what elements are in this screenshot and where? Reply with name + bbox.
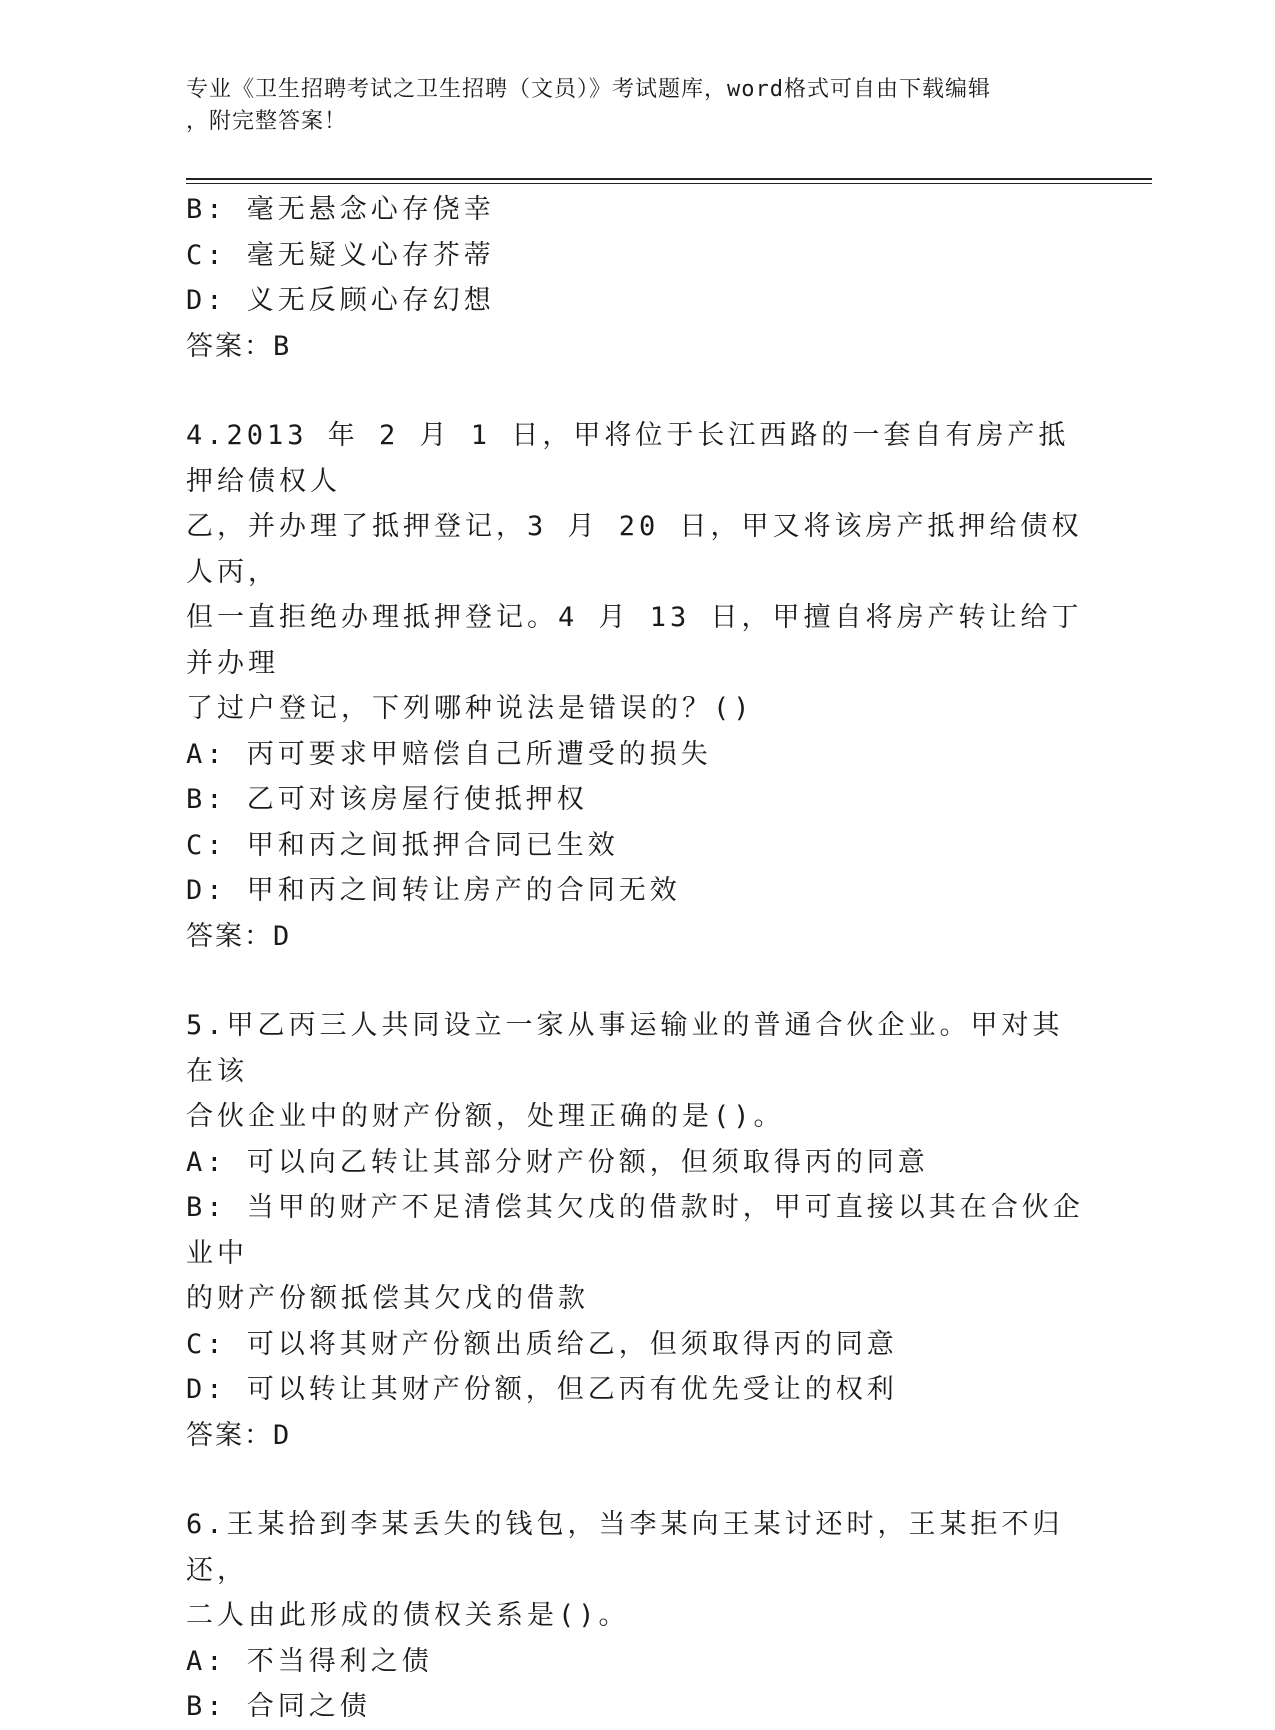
header-divider-thick — [186, 178, 1152, 180]
option-d: D: 义无反顾心存幻想 — [186, 285, 495, 316]
option-d: D: 甲和丙之间转让房产的合同无效 — [186, 875, 681, 906]
question-spacer — [186, 369, 1086, 413]
question-block-6 — [186, 1502, 1086, 1730]
question-block-4 — [186, 413, 1086, 959]
question-stem-line: 4.2013 年 2 月 1 日，甲将位于长江西路的一套自有房产抵押给债权人 — [186, 420, 1070, 497]
question-content — [186, 187, 1086, 1730]
question-stem-line: 6.王某拾到李某丢失的钱包，当李某向王某讨还时，王某拒不归还， — [186, 1509, 1064, 1586]
option-b: B: 乙可对该房屋行使抵押权 — [186, 784, 588, 815]
question-stem-line: 但一直拒绝办理抵押登记。4 月 13 日，甲擅自将房产转让给丁并办理 — [186, 602, 1083, 679]
option-c: C: 毫无疑义心存芥蒂 — [186, 239, 495, 271]
question-stem-line: 合伙企业中的财产份额，处理正确的是()。 — [186, 1101, 785, 1132]
option-b: B: 当甲的财产不足清偿其欠戊的借款时，甲可直接以其在合伙企业中 — [186, 1192, 1084, 1269]
header-line-1: 专业《卫生招聘考试之卫生招聘（文员）》考试题库，word格式可自由下载编辑 — [186, 77, 991, 102]
answer-label: 答案：B — [186, 330, 292, 362]
question-stem-line: 乙，并办理了抵押登记，3 月 20 日，甲又将该房产抵押给债权人丙， — [186, 511, 1083, 588]
question-stem-line: 了过户登记，下列哪种说法是错误的？() — [186, 693, 754, 724]
answer-label: 答案：D — [186, 1419, 292, 1451]
option-a: A: 丙可要求甲赔偿自己所遭受的损失 — [186, 738, 712, 770]
question-stem-line: 5.甲乙丙三人共同设立一家从事运输业的普通合伙企业。甲对其在该 — [186, 1010, 1064, 1087]
option-c: C: 甲和丙之间抵押合同已生效 — [186, 829, 619, 861]
option-b-continued: 的财产份额抵偿其欠戊的借款 — [186, 1283, 589, 1314]
question-stem-line: 二人由此形成的债权关系是()。 — [186, 1600, 630, 1631]
option-a: A: 不当得利之债 — [186, 1645, 433, 1677]
option-c: C: 可以将其财产份额出质给乙，但须取得丙的同意 — [186, 1328, 898, 1360]
question-spacer — [186, 959, 1086, 1003]
question-block-3 — [186, 187, 1086, 369]
option-d: D: 可以转让其财产份额，但乙丙有优先受让的权利 — [186, 1374, 898, 1405]
header-divider-thin — [186, 183, 1152, 184]
header-line-2: ，附完整答案！ — [186, 109, 348, 134]
option-a: A: 可以向乙转让其部分财产份额，但须取得丙的同意 — [186, 1146, 929, 1178]
answer-label: 答案：D — [186, 920, 292, 952]
option-b: B: 合同之债 — [186, 1691, 371, 1722]
question-block-5 — [186, 1003, 1086, 1458]
document-header — [186, 74, 1066, 138]
option-b: B: 毫无悬念心存侥幸 — [186, 194, 495, 225]
question-spacer — [186, 1458, 1086, 1502]
